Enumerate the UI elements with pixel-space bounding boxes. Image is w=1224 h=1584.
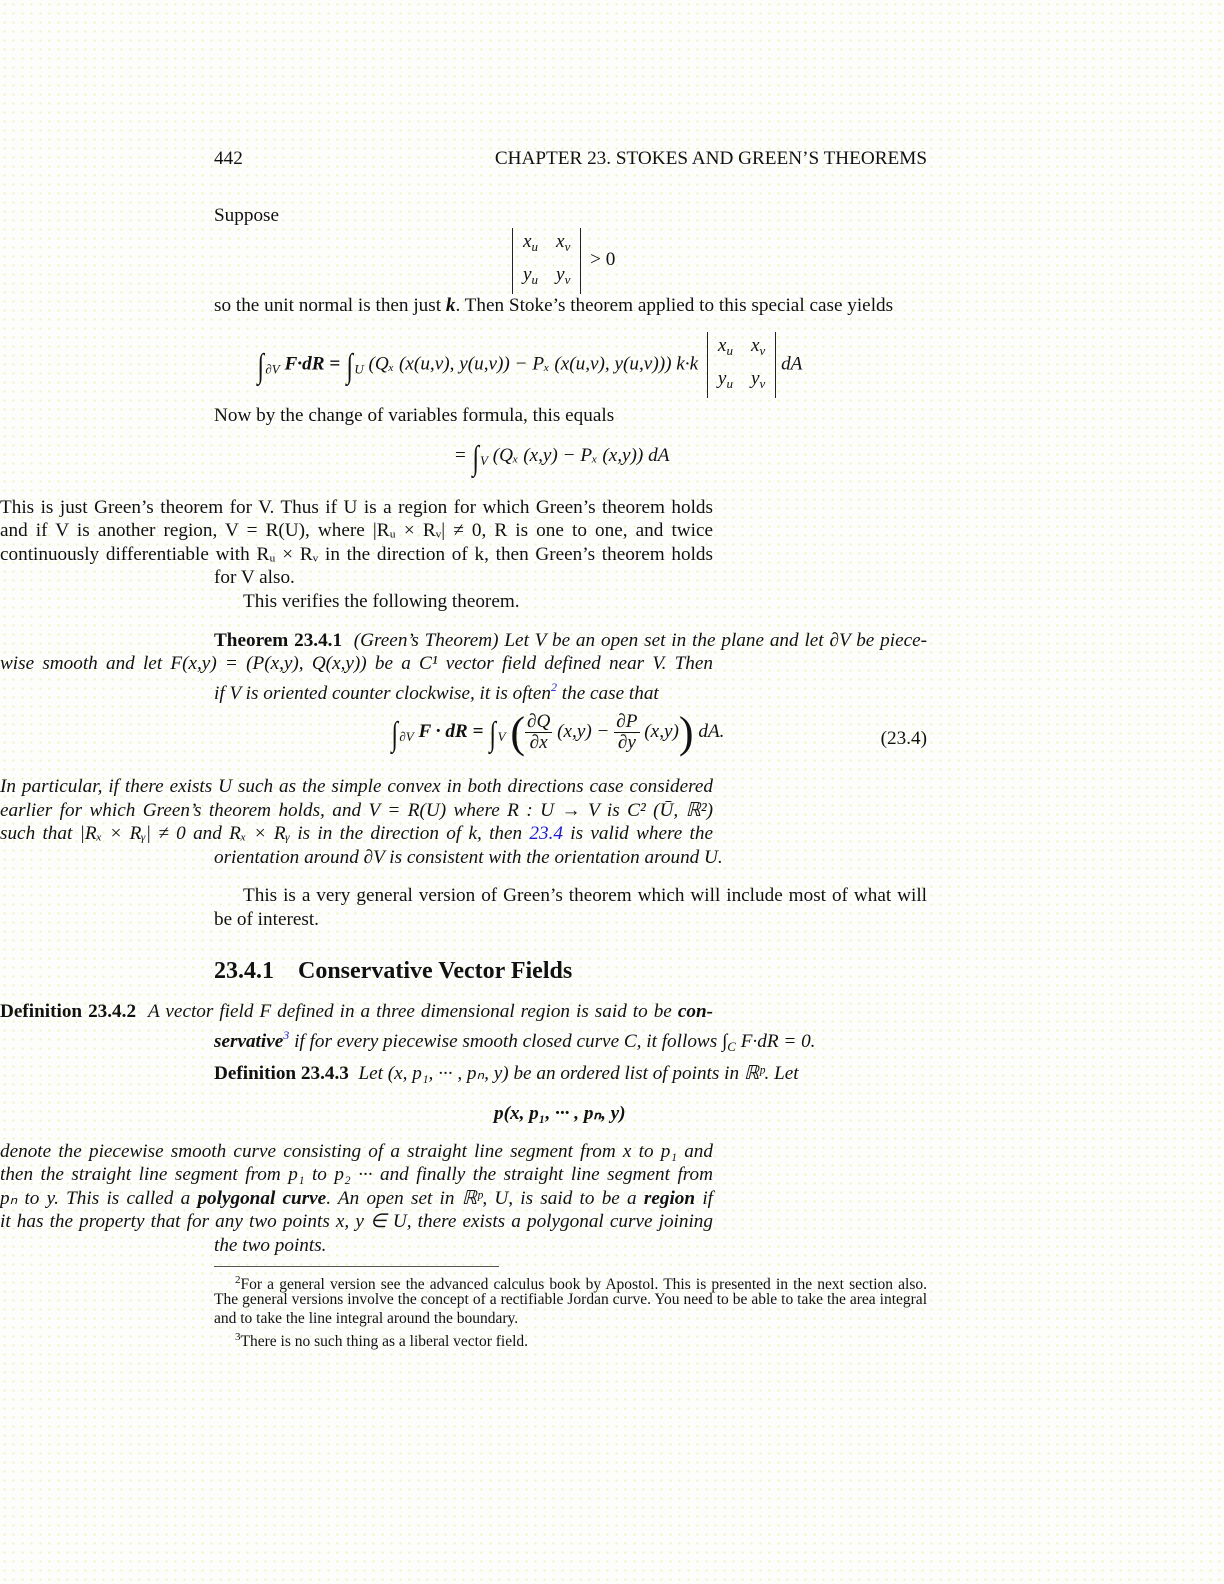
- page-number: 442: [214, 148, 243, 169]
- theorem-line: In particular, if there exists U such as the simple convex in both directions case considered: [0, 776, 713, 797]
- unit-normal-sentence: so the unit normal is then just k. Then Stoke’s theorem applied to this special case yields: [214, 295, 894, 316]
- determinant-matrix: $x_u$ $x_v$ $y_u$ $y_v$: [707, 332, 776, 398]
- definition-line: Definition 23.4.2 A vector field F defined in a three dimensional region is said to be con-: [0, 1001, 713, 1022]
- theorem-line: wise smooth and let F(x,y) = (P(x,y), Q(x,y)) be a C¹ vector field defined near V. Then: [0, 653, 713, 674]
- equation-ref-link[interactable]: 23.4: [529, 823, 563, 844]
- definition-line: the two points.: [214, 1235, 327, 1256]
- footnote-2-line: The general versions involve the concept of a rectifiable Jordan curve. You need to be able to take the area integral: [214, 1291, 927, 1308]
- paragraph-line: be of interest.: [214, 909, 319, 930]
- change-of-variables-equation: = $\int_V$ (Qₓ (x,y) − Pₓ (x,y)) dA: [455, 440, 670, 477]
- definition-label: Definition 23.4.2: [0, 1001, 137, 1022]
- definition-line: servative$^3$ if for every piecewise smooth closed curve C, it follows $\int_C$ F·dR = 0.: [214, 1028, 816, 1054]
- paragraph-line: and if V is another region, V = R(U), where |Rᵤ × Rᵥ| ≠ 0, R is one to one, and twice: [0, 520, 713, 541]
- integral-sign: ∫: [346, 348, 353, 386]
- integral-sign: ∫: [391, 715, 398, 753]
- integral-sign: ∫: [489, 715, 497, 753]
- footnote-rule: [214, 1266, 499, 1267]
- determinant-condition: $x_u$ $x_v$ $y_u$ $y_v$ > 0: [512, 228, 615, 294]
- footnote-2: $^2$For a general version see the advanced calculus book by Apostol. This is presented in the next section also.: [235, 1274, 927, 1293]
- section-heading: [214, 958, 572, 985]
- integral-sign: ∫: [472, 440, 479, 477]
- theorem-line: Theorem 23.4.1 (Green’s Theorem) Let V be an open set in the plane and let ∂V be piece-: [214, 630, 928, 651]
- polygonal-curve-display: p(x, p₁, ··· , pₙ, y): [494, 1103, 626, 1124]
- integral-sign: ∫: [257, 348, 264, 386]
- definition-label: Definition 23.4.3: [214, 1063, 349, 1084]
- definition-line: denote the piecewise smooth curve consisting of a straight line segment from x to p₁ and: [0, 1141, 713, 1162]
- definition-line: pₙ to y. This is called a polygonal curve. An open set in ℝᵖ, U, is said to be a region if: [0, 1188, 713, 1209]
- footnote-ref-2[interactable]: 2: [550, 680, 557, 694]
- paragraph-line: This is just Green’s theorem for V. Thus if U is a region for which Green’s theorem holds: [0, 497, 713, 518]
- change-of-variables-text: Now by the change of variables formula, this equals: [214, 405, 615, 426]
- theorem-line: if V is oriented counter clockwise, it is often$^2$ the case that: [214, 680, 659, 704]
- theorem-line: orientation around ∂V is consistent with the orientation around U.: [214, 847, 723, 868]
- theorem-label: Theorem 23.4.1: [214, 630, 343, 651]
- theorem-line: such that |Rₓ × Rᵧ| ≠ 0 and Rₓ × Rᵧ is in the direction of k, then 23.4 is valid where the: [0, 823, 713, 844]
- equation-number: (23.4): [880, 728, 927, 749]
- verifies-text: This verifies the following theorem.: [243, 591, 520, 612]
- paragraph-line: This is a very general version of Green’s theorem which will include most of what will: [243, 885, 927, 906]
- determinant-matrix: $x_u$ $x_v$ $y_u$ $y_v$: [512, 228, 581, 294]
- paragraph-line: for V also.: [214, 567, 295, 588]
- footnote-3: $^3$There is no such thing as a liberal vector field.: [235, 1331, 529, 1350]
- footnote-2-line: and to take the line integral around the boundary.: [214, 1310, 519, 1327]
- definition-line: then the straight line segment from p₁ to p₂ ··· and finally the straight line segment from: [0, 1164, 713, 1185]
- section-title: Conservative Vector Fields: [298, 958, 573, 984]
- theorem-line: earlier for which Green’s theorem holds, and V = R(U) where R : U → V is C² (Ū, ℝ²): [0, 800, 713, 821]
- section-number: 23.4.1: [214, 958, 274, 984]
- running-title: CHAPTER 23. STOKES AND GREEN’S THEOREMS: [494, 148, 927, 169]
- paragraph-line: continuously differentiable with Rᵤ × Rᵥ in the direction of k, then Green’s theorem holds: [0, 544, 713, 565]
- suppose-text: Suppose: [214, 205, 280, 226]
- stokes-equation: $\int_{\partial V}$ $F\cdot dR = \int_U$ (Qₓ (x(u,v), y(u,v)) − Pₓ (x(u,v), y(u,v))) k·k $x_u$ $x_v$ $y_u$ $y_v$ dA: [256, 332, 802, 398]
- greens-theorem-equation: $\int_{\partial V}$ F · dR = $\int_V$ ( $\frac{\partial Q}{\partial x}$ (x,y) − $\frac{\partial P}{\partial y}$ (x,y)) dA.: [391, 707, 725, 757]
- definition-line: it has the property that for any two points x, y ∈ U, there exists a polygonal curve joining: [0, 1211, 713, 1232]
- definition-line: Definition 23.4.3 Let (x, p₁, ··· , pₙ, y) be an ordered list of points in ℝᵖ. Let: [214, 1063, 799, 1084]
- footnote-ref-3[interactable]: 3: [283, 1028, 290, 1042]
